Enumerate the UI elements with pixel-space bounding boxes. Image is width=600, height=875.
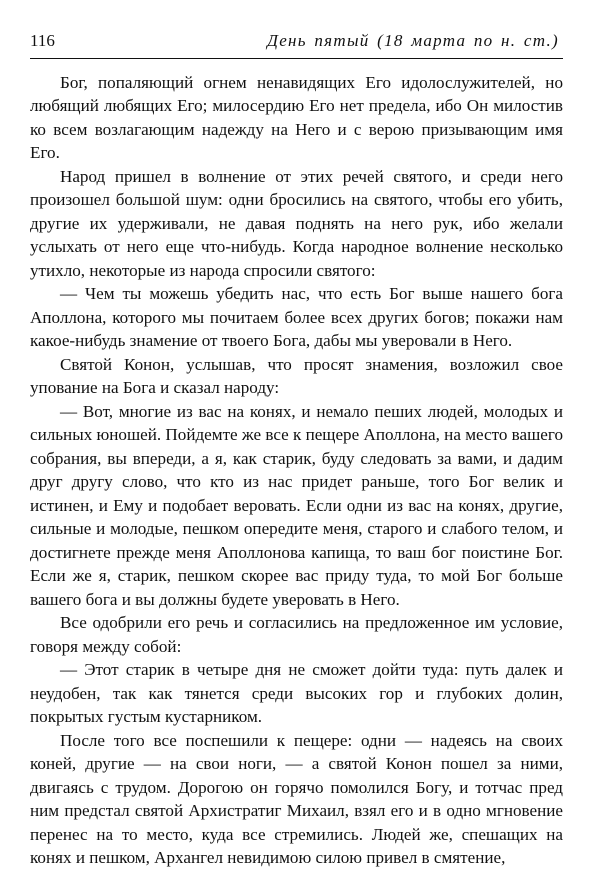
paragraph: — Этот старик в четыре дня не сможет дойти туда: путь далек и неудобен, так как тянется среди высоких гор и глубоких долин, покрытых густым кустарником. (30, 660, 563, 727)
paragraph: Народ пришел в волнение от этих речей святого, и среди него произошел большой шум: одни бросились на святого, чтобы его убить, другие их удерживали, не давая поднять на него рук, ибо желали услыхать от него еще что-нибудь. Когда народное волнение несколько утихло, некоторые из народа спросили святого: (30, 166, 563, 280)
paragraph: — Чем ты можешь убедить нас, что есть Бог выше нашего бога Аполлона, которого мы почитаем более всех других богов; покажи нам какое-нибудь знамение от твоего Бога, дабы мы уверовали в Него. (30, 284, 563, 351)
header-rule (30, 58, 563, 59)
paragraph: Бог, попаляющий огнем ненавидящих Его идолослужителей, но любящий любящих Его; милосердию Его нет предела, ибо Он милостив ко всем возлагающим надежду на Него и с верою призывающим имя Его. (30, 73, 563, 163)
page-number: 116 (30, 31, 55, 50)
paragraph: — Вот, многие из вас на конях, и немало пеших людей, молодых и сильных юношей. Пойдемте же все к пещере Аполлона, на место вашего собрания, вы впереди, а я, как старик, буду следовать за вами, и дадим друг другу слово, что кто из нас придет раньше, того Бог велик и истинен, и Ему и подобает веровать. Если одни из вас на конях, другие, сильные и молодые, пешком опередите меня, старого и слабого телом, и достигнете прежде меня Аполлонова капища, то ваш бог поистине Бог. Если же я, старик, пешком скорее вас приду туда, то мой Бог больше вашего бога и вы должны будете уверовать в Него. (30, 401, 563, 609)
running-header (30, 30, 563, 52)
paragraph: Все одобрили его речь и согласились на предложенное им условие, говоря между собой: (30, 613, 563, 656)
paragraph: Святой Конон, услышав, что просят знамения, возложил свое упование на Бога и сказал народу: (30, 354, 563, 398)
text-body (30, 71, 563, 869)
paragraph: После того все поспешили к пещере: одни — надеясь на своих коней, другие — на свои ноги, — а святой Конон пошел за ними, двигаясь с трудом. Дорогою он горячо помолился Богу, и тотчас пред ним предстал святой Архистратиг Михаил, взял его и в одно мгновение перенес на то место, куда все стремились. Людей же, спешащих на конях и пешком, Архангел невидимою силою привел в смятение, (30, 730, 563, 867)
running-title: День пятый (18 марта по н. ст.) (267, 31, 559, 50)
